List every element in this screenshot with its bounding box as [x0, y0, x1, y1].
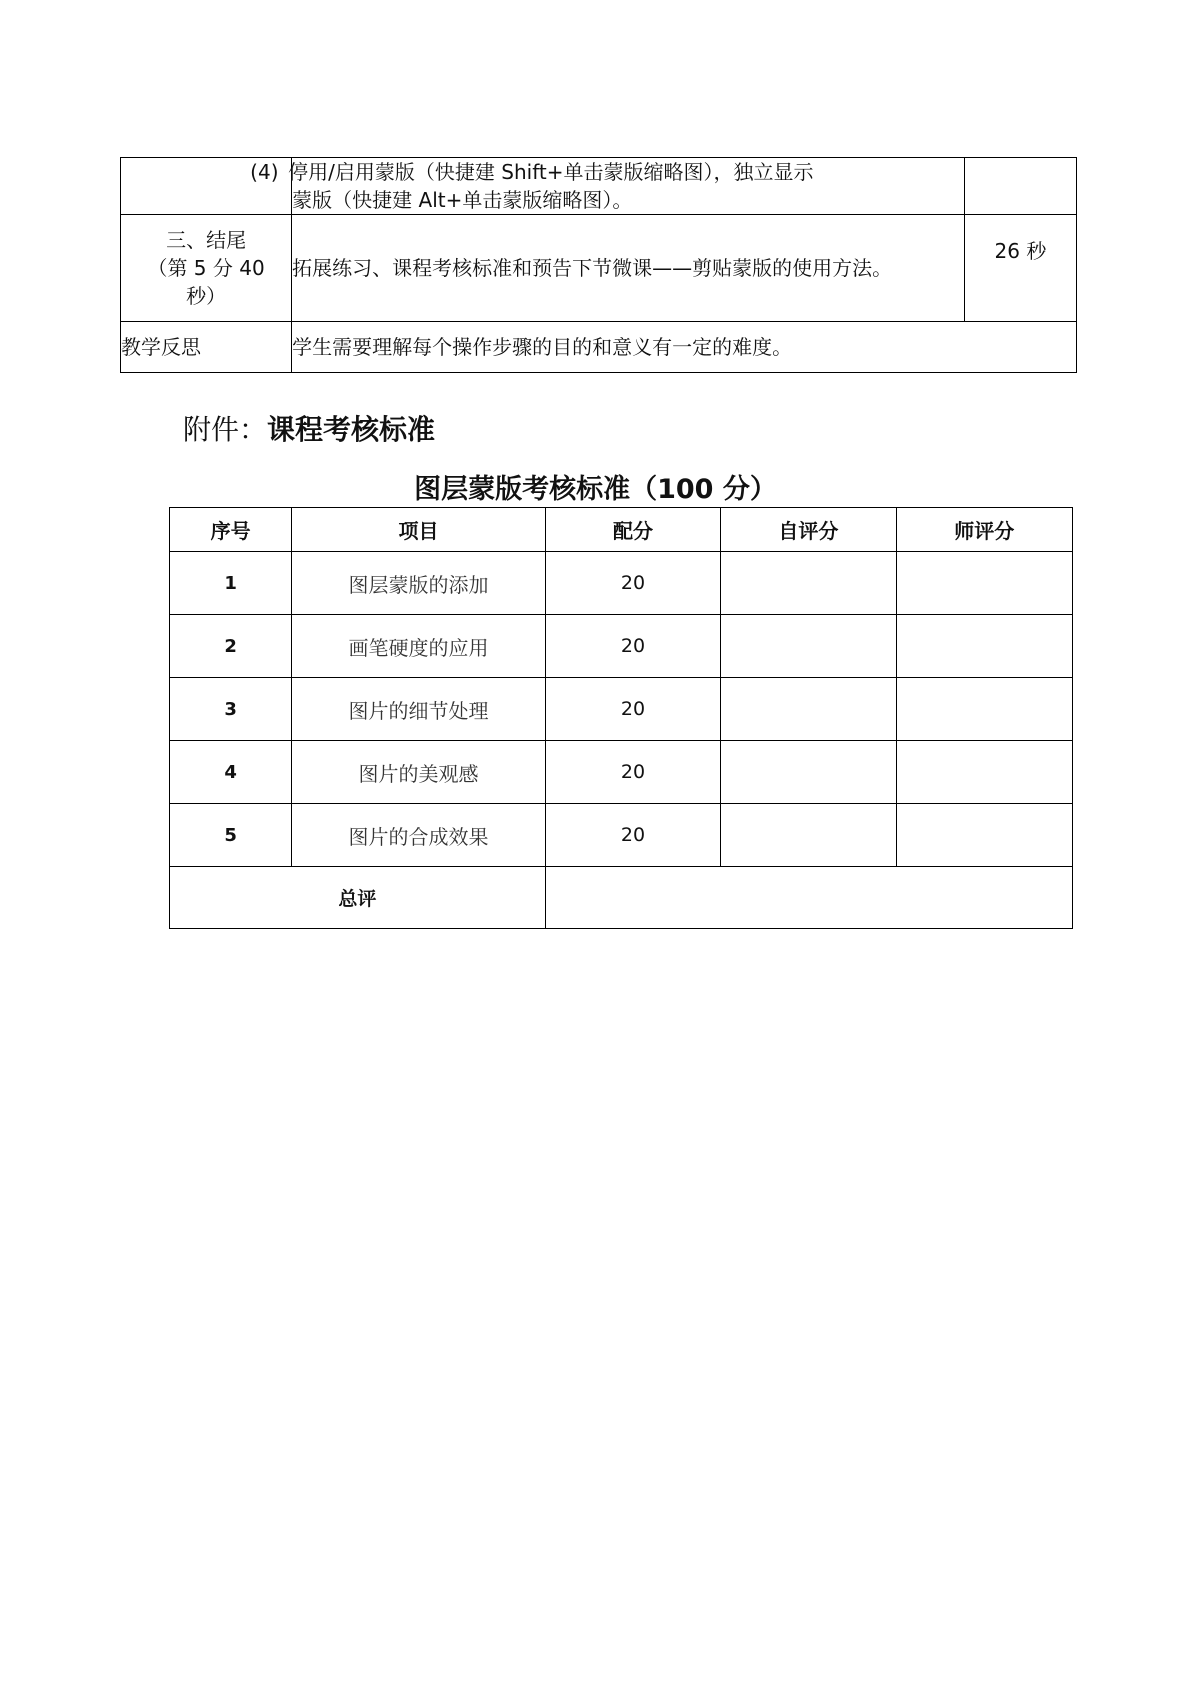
plan-time-cell: 26 秒 — [964, 215, 1076, 322]
row-number: 3 — [170, 678, 292, 741]
row-teacher-score — [896, 741, 1072, 804]
plan-row-reflection — [121, 322, 1077, 373]
lesson-plan-table — [120, 157, 1077, 373]
plan-row-ending — [121, 215, 1077, 322]
row-score: 20 — [545, 678, 720, 741]
row-teacher-score — [896, 678, 1072, 741]
stage-line-2: （第 5 分 40 — [147, 256, 265, 280]
table-row — [170, 678, 1073, 741]
row-item: 图片的合成效果 — [292, 804, 546, 867]
plan-content-cell — [250, 158, 965, 215]
row-number: 2 — [170, 615, 292, 678]
step-line-1: 停用/启用蒙版（快捷建 Shift+单击蒙版缩略图），独立显示 — [288, 160, 814, 184]
row-score: 20 — [545, 615, 720, 678]
row-score: 20 — [545, 741, 720, 804]
row-number: 4 — [170, 741, 292, 804]
assessment-table — [169, 507, 1073, 929]
step-number: (4) — [250, 160, 279, 184]
row-item: 图层蒙版的添加 — [292, 552, 546, 615]
assessment-title: 图层蒙版考核标准（100 分） — [414, 474, 777, 505]
assessment-total-row — [170, 867, 1073, 929]
row-self-score — [721, 678, 896, 741]
row-number: 1 — [170, 552, 292, 615]
header-cell: 师评分 — [896, 508, 1072, 552]
row-self-score — [721, 552, 896, 615]
appendix-title: 课程考核标准 — [267, 413, 436, 446]
plan-content-cell: 拓展练习、课程考核标准和预告下节微课——剪贴蒙版的使用方法。 — [292, 215, 965, 322]
row-item: 图片的细节处理 — [292, 678, 546, 741]
row-score: 20 — [545, 552, 720, 615]
row-score: 20 — [545, 804, 720, 867]
row-teacher-score — [896, 552, 1072, 615]
plan-stage-cell — [121, 215, 292, 322]
row-number: 5 — [170, 804, 292, 867]
assessment-header-row — [170, 508, 1073, 552]
table-row — [170, 615, 1073, 678]
row-self-score — [721, 741, 896, 804]
table-row — [170, 741, 1073, 804]
plan-time-cell — [964, 158, 1076, 215]
stage-line-3: 秒） — [186, 284, 227, 308]
header-cell: 序号 — [170, 508, 292, 552]
appendix-heading — [183, 410, 435, 450]
table-row — [170, 552, 1073, 615]
header-cell: 配分 — [545, 508, 720, 552]
row-self-score — [721, 804, 896, 867]
reflection-label: 教学反思 — [121, 322, 292, 373]
appendix-prefix: 附件： — [183, 413, 268, 446]
table-row — [170, 804, 1073, 867]
reflection-content: 学生需要理解每个操作步骤的目的和意义有一定的难度。 — [292, 322, 1077, 373]
total-value — [545, 867, 1072, 929]
total-label: 总评 — [170, 867, 546, 929]
header-cell: 自评分 — [721, 508, 896, 552]
row-teacher-score — [896, 804, 1072, 867]
row-self-score — [721, 615, 896, 678]
row-item: 图片的美观感 — [292, 741, 546, 804]
row-teacher-score — [896, 615, 1072, 678]
row-item: 画笔硬度的应用 — [292, 615, 546, 678]
plan-row-step4 — [121, 158, 1077, 215]
step-line-2: 蒙版（快捷建 Alt+单击蒙版缩略图）。 — [292, 188, 633, 212]
stage-line-1: 三、结尾 — [166, 228, 247, 252]
header-cell: 项目 — [292, 508, 546, 552]
